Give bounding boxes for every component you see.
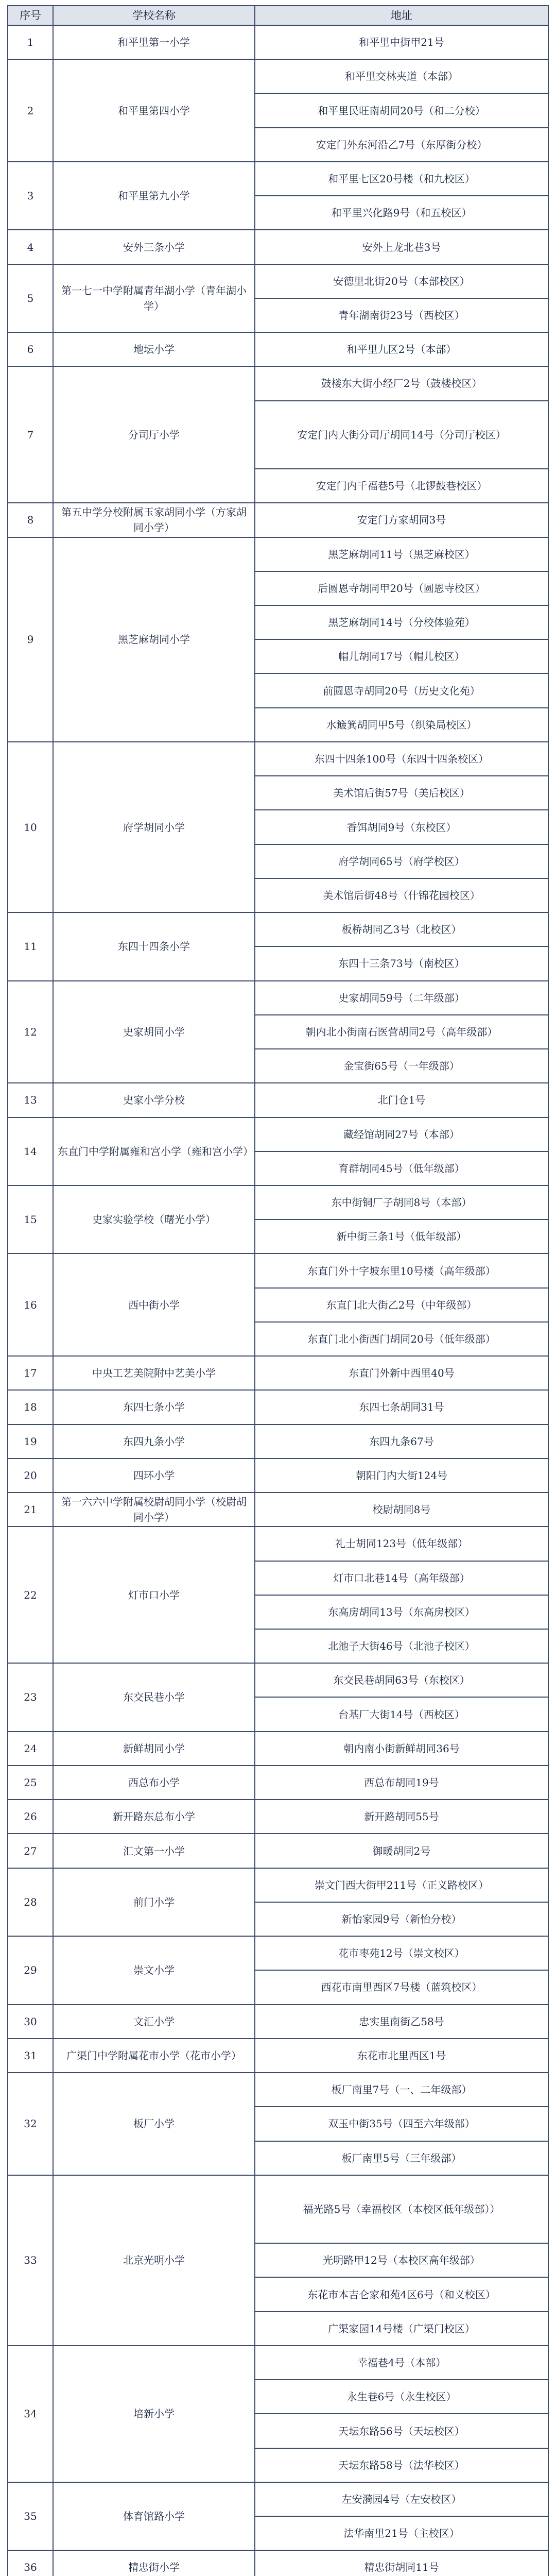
school-number: 3 <box>8 162 53 230</box>
school-number: 17 <box>8 1356 53 1390</box>
school-number: 27 <box>8 1834 53 1868</box>
school-address: 安德里北街20号（本部校区） <box>255 264 548 298</box>
school-address: 北池子大街46号（北池子校区） <box>255 1629 548 1663</box>
table-row <box>8 981 548 1015</box>
school-address: 东花市本吉仑家和苑4区6号（和义校区） <box>255 2277 548 2311</box>
school-number: 2 <box>8 59 53 162</box>
school-address: 后圆恩寺胡同甲20号（圆恩寺校区） <box>255 571 548 605</box>
table-row <box>8 742 548 776</box>
table-row <box>8 1732 548 1766</box>
school-address: 东四十三条73号（南校区） <box>255 946 548 980</box>
school-address: 安定门内大街分司厅胡同14号（分司厅校区） <box>255 401 548 469</box>
school-address: 广渠家园14号楼（广渠门校区） <box>255 2312 548 2346</box>
header-address: 地址 <box>255 6 548 25</box>
table-row <box>8 912 548 946</box>
school-number: 28 <box>8 1868 53 1936</box>
school-address: 双玉中街35号（四至六年级部） <box>255 2107 548 2141</box>
school-address: 和平里交林夹道（本部） <box>255 59 548 93</box>
school-address: 西总布胡同19号 <box>255 1766 548 1800</box>
school-address: 天坛东路58号（法华校区） <box>255 2448 548 2482</box>
header-row <box>8 6 548 25</box>
school-address: 天坛东路56号（天坛校区） <box>255 2414 548 2448</box>
school-name: 北京光明小学 <box>53 2175 255 2346</box>
school-name: 分司厅小学 <box>53 366 255 503</box>
school-name: 板厂小学 <box>53 2073 255 2175</box>
school-name: 第一七一中学附属青年湖小学（青年湖小学） <box>53 264 255 332</box>
school-name: 和平里第九小学 <box>53 162 255 230</box>
school-address: 黑芝麻胡同11号（黑芝麻校区） <box>255 537 548 571</box>
table-row <box>8 1356 548 1390</box>
school-address: 左安漪园4号（左安校区） <box>255 2482 548 2516</box>
school-address: 前圆恩寺胡同20号（历史文化苑） <box>255 673 548 707</box>
table-row <box>8 1459 548 1493</box>
school-address: 和平里兴化路9号（和五校区） <box>255 196 548 230</box>
school-name: 黑芝麻胡同小学 <box>53 537 255 742</box>
table-row <box>8 1663 548 1697</box>
school-name: 中央工艺美院附中艺美小学 <box>53 1356 255 1390</box>
school-name: 西总布小学 <box>53 1766 255 1800</box>
table-row <box>8 2039 548 2073</box>
table-row <box>8 366 548 400</box>
school-number: 21 <box>8 1493 53 1527</box>
school-name: 史家胡同小学 <box>53 981 255 1083</box>
school-number: 7 <box>8 366 53 503</box>
school-name: 汇文第一小学 <box>53 1834 255 1868</box>
table-row <box>8 2073 548 2107</box>
school-address: 福光路5号（幸福校区（本校区低年级部）） <box>255 2175 548 2243</box>
school-number: 25 <box>8 1766 53 1800</box>
school-name: 崇文小学 <box>53 1936 255 2004</box>
table-row <box>8 503 548 537</box>
school-number: 20 <box>8 1459 53 1493</box>
table-row <box>8 1117 548 1151</box>
table-row <box>8 1493 548 1527</box>
table-row <box>8 2550 548 2576</box>
school-number: 16 <box>8 1253 53 1356</box>
school-address: 花市枣苑12号（崇文校区） <box>255 1936 548 1970</box>
school-address: 崇文门西大街甲211号（正义路校区） <box>255 1868 548 1902</box>
school-name: 前门小学 <box>53 1868 255 1936</box>
school-address: 礼士胡同123号（低年级部） <box>255 1527 548 1561</box>
school-address: 西花市南里西区7号楼（蓝筑校区） <box>255 1970 548 2004</box>
table-row <box>8 25 548 59</box>
school-address: 水簸箕胡同甲5号（织染局校区） <box>255 708 548 742</box>
school-address: 朝内南小街新鲜胡同36号 <box>255 1732 548 1766</box>
school-number: 35 <box>8 2482 53 2550</box>
school-number: 33 <box>8 2175 53 2346</box>
school-address: 育群胡同45号（低年级部） <box>255 1151 548 1185</box>
school-address: 幸福巷4号（本部） <box>255 2346 548 2380</box>
school-name: 东交民巷小学 <box>53 1663 255 1731</box>
school-address: 东四九条67号 <box>255 1425 548 1459</box>
school-address: 东中街铜厂子胡同8号（本部） <box>255 1185 548 1219</box>
school-number: 15 <box>8 1185 53 1253</box>
school-address: 朝内北小街南石医营胡同2号（高年级部） <box>255 1015 548 1049</box>
school-address: 香饵胡同9号（东校区） <box>255 810 548 844</box>
table-row <box>8 1766 548 1800</box>
school-address: 和平里中街甲21号 <box>255 25 548 59</box>
school-number: 22 <box>8 1527 53 1663</box>
school-address: 精忠街胡同11号 <box>255 2550 548 2576</box>
school-name: 第一六六中学附属校尉胡同小学（校尉胡同小学） <box>53 1493 255 1527</box>
school-address: 校尉胡同8号 <box>255 1493 548 1527</box>
school-number: 26 <box>8 1800 53 1834</box>
school-name: 培新小学 <box>53 2346 255 2482</box>
school-number: 24 <box>8 1732 53 1766</box>
school-address: 板桥胡同乙3号（北校区） <box>255 912 548 946</box>
school-name: 文汇小学 <box>53 2005 255 2039</box>
table-row <box>8 59 548 93</box>
school-number: 19 <box>8 1425 53 1459</box>
school-name: 东四九条小学 <box>53 1425 255 1459</box>
school-address: 安外上龙北巷3号 <box>255 230 548 264</box>
school-address: 东四十四条100号（东四十四条校区） <box>255 742 548 776</box>
table-row <box>8 2482 548 2516</box>
school-name: 四环小学 <box>53 1459 255 1493</box>
school-address: 法华南里21号（主校区） <box>255 2516 548 2550</box>
school-address: 永生巷6号（永生校区） <box>255 2380 548 2414</box>
school-address: 御暖胡同2号 <box>255 1834 548 1868</box>
school-address: 青年湖南街23号（西校区） <box>255 298 548 332</box>
school-address: 美术馆后街57号（美后校区） <box>255 776 548 810</box>
school-number: 12 <box>8 981 53 1083</box>
school-number: 32 <box>8 2073 53 2175</box>
school-name: 和平里第四小学 <box>53 59 255 162</box>
school-address: 东高房胡同13号（东高房校区） <box>255 1595 548 1629</box>
school-address: 藏经馆胡同27号（本部） <box>255 1117 548 1151</box>
school-number: 18 <box>8 1390 53 1424</box>
table-row <box>8 1527 548 1561</box>
school-address: 和平里民旺南胡同20号（和二分校） <box>255 93 548 127</box>
school-name: 东四七条小学 <box>53 1390 255 1424</box>
table-row <box>8 1083 548 1117</box>
table-row <box>8 1185 548 1219</box>
school-name: 史家实验学校（曙光小学） <box>53 1185 255 1253</box>
school-number: 29 <box>8 1936 53 2004</box>
table-row <box>8 2005 548 2039</box>
school-address: 金宝街65号（一年级部） <box>255 1049 548 1083</box>
school-address: 史家胡同59号（二年级部） <box>255 981 548 1015</box>
school-number: 4 <box>8 230 53 264</box>
school-name: 新鲜胡同小学 <box>53 1732 255 1766</box>
school-name: 体育馆路小学 <box>53 2482 255 2550</box>
school-address: 板厂南里7号（一、二年级部） <box>255 2073 548 2107</box>
school-number: 34 <box>8 2346 53 2482</box>
school-number: 5 <box>8 264 53 332</box>
table-row <box>8 230 548 264</box>
school-address: 光明路甲12号（本校区高年级部） <box>255 2243 548 2277</box>
table-row <box>8 1834 548 1868</box>
school-number: 30 <box>8 2005 53 2039</box>
school-address: 新开路胡同55号 <box>255 1800 548 1834</box>
school-address: 鼓楼东大街小经厂2号（鼓楼校区） <box>255 366 548 400</box>
school-address: 安定门方家胡同3号 <box>255 503 548 537</box>
school-address: 东四七条胡同31号 <box>255 1390 548 1424</box>
school-name: 府学胡同小学 <box>53 742 255 912</box>
school-name: 广渠门中学附属花市小学（花市小学） <box>53 2039 255 2073</box>
school-number: 8 <box>8 503 53 537</box>
school-address: 安定门内千福巷5号（北锣鼓巷校区） <box>255 469 548 503</box>
school-number: 6 <box>8 332 53 366</box>
school-address: 东直门北小街西门胡同20号（低年级部） <box>255 1322 548 1356</box>
school-address: 东直门外新中西里40号 <box>255 1356 548 1390</box>
school-number: 1 <box>8 25 53 59</box>
school-number: 14 <box>8 1117 53 1185</box>
school-name: 精忠街小学 <box>53 2550 255 2576</box>
school-address: 新中街三条1号（低年级部） <box>255 1219 548 1253</box>
school-name: 东四十四条小学 <box>53 912 255 980</box>
school-address: 和平里九区2号（本部） <box>255 332 548 366</box>
school-number: 23 <box>8 1663 53 1731</box>
header-school-name: 学校名称 <box>53 6 255 25</box>
table-row <box>8 264 548 298</box>
school-number: 11 <box>8 912 53 980</box>
school-address: 东交民巷胡同63号（东校区） <box>255 1663 548 1697</box>
school-address: 台基厂大街14号（西校区） <box>255 1697 548 1731</box>
school-address: 忠实里南街乙58号 <box>255 2005 548 2039</box>
table-row <box>8 2346 548 2380</box>
table-row <box>8 1868 548 1902</box>
school-name: 和平里第一小学 <box>53 25 255 59</box>
table-row <box>8 332 548 366</box>
school-address: 朝阳门内大街124号 <box>255 1459 548 1493</box>
school-address: 府学胡同65号（府学校区） <box>255 844 548 878</box>
table-row <box>8 1936 548 1970</box>
table-row <box>8 1390 548 1424</box>
school-address: 东花市北里西区1号 <box>255 2039 548 2073</box>
school-address: 板厂南里5号（三年级部） <box>255 2141 548 2175</box>
school-address: 灯市口北巷14号（高年级部） <box>255 1561 548 1595</box>
table-row <box>8 162 548 196</box>
table-row <box>8 1800 548 1834</box>
table-row <box>8 2175 548 2243</box>
school-address: 黑芝麻胡同14号（分校体验苑） <box>255 605 548 639</box>
school-name: 东直门中学附属雍和宫小学（雍和宫小学） <box>53 1117 255 1185</box>
school-name: 安外三条小学 <box>53 230 255 264</box>
school-address: 和平里七区20号楼（和九校区） <box>255 162 548 196</box>
schools-table <box>7 5 549 2576</box>
school-name: 第五中学分校附属玉家胡同小学（方家胡同小学） <box>53 503 255 537</box>
table-row <box>8 1425 548 1459</box>
school-name: 灯市口小学 <box>53 1527 255 1663</box>
school-number: 10 <box>8 742 53 912</box>
school-address: 北门仓1号 <box>255 1083 548 1117</box>
table-row <box>8 537 548 571</box>
school-name: 地坛小学 <box>53 332 255 366</box>
school-address: 东直门北大街乙2号（中年级部） <box>255 1288 548 1322</box>
school-address: 安定门外东河沿乙7号（东厚街分校） <box>255 128 548 162</box>
school-name: 西中街小学 <box>53 1253 255 1356</box>
school-address: 东直门外十字坡东里10号楼（高年级部） <box>255 1253 548 1287</box>
school-address: 美术馆后街48号（什锦花园校区） <box>255 878 548 912</box>
school-number: 36 <box>8 2550 53 2576</box>
school-name: 新开路东总布小学 <box>53 1800 255 1834</box>
school-address: 帽儿胡同17号（帽儿校区） <box>255 639 548 673</box>
table-row <box>8 1253 548 1287</box>
table-body <box>8 25 548 2576</box>
school-number: 31 <box>8 2039 53 2073</box>
school-number: 9 <box>8 537 53 742</box>
school-address: 新怡家园9号（新怡分校） <box>255 1902 548 1936</box>
school-number: 13 <box>8 1083 53 1117</box>
school-name: 史家小学分校 <box>53 1083 255 1117</box>
header-no: 序号 <box>8 6 53 25</box>
